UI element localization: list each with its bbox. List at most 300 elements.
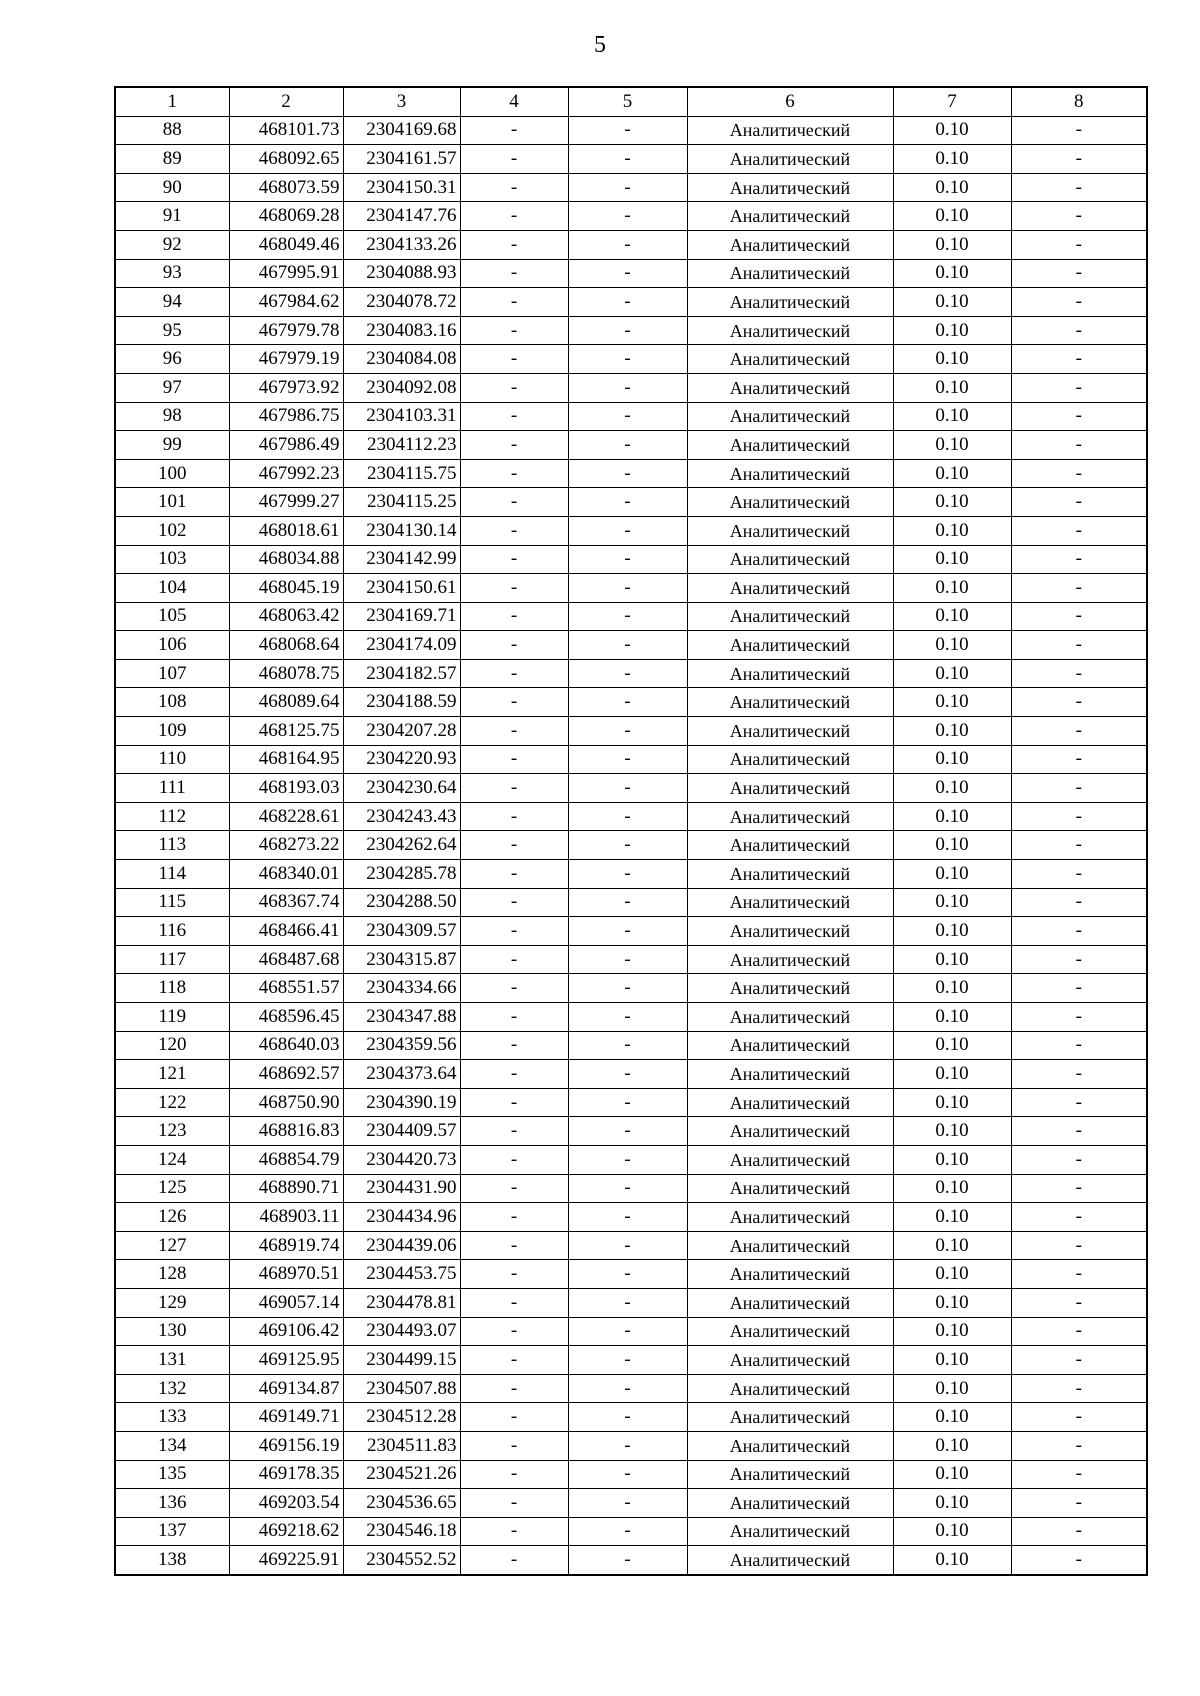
table-cell-col-1: 89 [115,145,229,174]
table-cell-col-5: - [568,659,687,688]
table-cell-col-3: 2304169.71 [343,602,460,631]
table-cell-col-3: 2304536.65 [343,1489,460,1518]
table-cell-col-7: 0.10 [893,888,1011,917]
table-cell-col-6: Аналитический [687,1031,893,1060]
table-cell-col-3: 2304334.66 [343,974,460,1003]
table-cell-col-7: 0.10 [893,917,1011,946]
table-cell-col-1: 91 [115,202,229,231]
table-cell-col-3: 2304409.57 [343,1117,460,1146]
table-cell-col-7: 0.10 [893,1231,1011,1260]
table-cell-col-8: - [1011,173,1147,202]
page-number: 5 [594,32,606,58]
table-cell-col-5: - [568,1088,687,1117]
table-row [115,1517,1147,1546]
table-cell-col-1: 99 [115,431,229,460]
table-cell-col-4: - [460,1546,568,1575]
table-cell-col-7: 0.10 [893,1403,1011,1432]
table-cell-col-4: - [460,1346,568,1375]
table-cell-col-4: - [460,1203,568,1232]
table-cell-col-6: Аналитический [687,1203,893,1232]
table-row [115,202,1147,231]
table-cell-col-7: 0.10 [893,631,1011,660]
table-cell-col-7: 0.10 [893,1031,1011,1060]
table-cell-col-6: Аналитический [687,145,893,174]
table-cell-col-8: - [1011,1374,1147,1403]
table-cell-col-8: - [1011,1517,1147,1546]
table-cell-col-1: 132 [115,1374,229,1403]
table-cell-col-6: Аналитический [687,1260,893,1289]
table-cell-col-1: 138 [115,1546,229,1575]
table-cell-col-2: 468692.57 [229,1060,343,1089]
table-row [115,774,1147,803]
table-cell-col-1: 117 [115,945,229,974]
table-cell-col-1: 118 [115,974,229,1003]
table-cell-col-8: - [1011,316,1147,345]
table-cell-col-1: 131 [115,1346,229,1375]
table-cell-col-6: Аналитический [687,1403,893,1432]
table-cell-col-6: Аналитический [687,659,893,688]
table-cell-col-1: 101 [115,488,229,517]
table-cell-col-6: Аналитический [687,1431,893,1460]
column-header-6: 6 [687,87,893,116]
table-cell-col-2: 468596.45 [229,1003,343,1032]
table-cell-col-1: 93 [115,259,229,288]
table-cell-col-7: 0.10 [893,116,1011,145]
table-cell-col-8: - [1011,1460,1147,1489]
table-cell-col-7: 0.10 [893,1003,1011,1032]
table-cell-col-4: - [460,1145,568,1174]
table-cell-col-2: 468340.01 [229,860,343,889]
table-cell-col-1: 127 [115,1231,229,1260]
table-cell-col-3: 2304243.43 [343,802,460,831]
table-cell-col-2: 468063.42 [229,602,343,631]
table-cell-col-5: - [568,1403,687,1432]
table-cell-col-2: 468551.57 [229,974,343,1003]
column-header-4: 4 [460,87,568,116]
column-header-3: 3 [343,87,460,116]
table-row [115,1460,1147,1489]
table-cell-col-2: 468089.64 [229,688,343,717]
table-cell-col-6: Аналитический [687,860,893,889]
table-row [115,373,1147,402]
table-cell-col-3: 2304103.31 [343,402,460,431]
table-row [115,974,1147,1003]
table-cell-col-6: Аналитический [687,917,893,946]
table-cell-col-4: - [460,1088,568,1117]
table-cell-col-3: 2304084.08 [343,345,460,374]
table-cell-col-5: - [568,373,687,402]
table-cell-col-1: 102 [115,516,229,545]
table-cell-col-5: - [568,631,687,660]
table-row [115,1260,1147,1289]
table-row [115,1060,1147,1089]
table-cell-col-3: 2304230.64 [343,774,460,803]
table-cell-col-6: Аналитический [687,1460,893,1489]
table-cell-col-2: 469218.62 [229,1517,343,1546]
table-cell-col-5: - [568,774,687,803]
table-cell-col-6: Аналитический [687,173,893,202]
table-cell-col-2: 468903.11 [229,1203,343,1232]
table-cell-col-7: 0.10 [893,1546,1011,1575]
table-row [115,1489,1147,1518]
table-cell-col-5: - [568,1145,687,1174]
table-cell-col-7: 0.10 [893,831,1011,860]
table-cell-col-4: - [460,574,568,603]
table-cell-col-1: 100 [115,459,229,488]
table-cell-col-8: - [1011,717,1147,746]
table-cell-col-4: - [460,1517,568,1546]
table-cell-col-5: - [568,402,687,431]
table-cell-col-2: 468228.61 [229,802,343,831]
table-cell-col-8: - [1011,345,1147,374]
table-cell-col-3: 2304088.93 [343,259,460,288]
table-cell-col-8: - [1011,917,1147,946]
table-cell-col-2: 468034.88 [229,545,343,574]
table-cell-col-5: - [568,1317,687,1346]
table-cell-col-3: 2304507.88 [343,1374,460,1403]
table-cell-col-5: - [568,1031,687,1060]
table-cell-col-8: - [1011,431,1147,460]
table-cell-col-1: 121 [115,1060,229,1089]
table-cell-col-6: Аналитический [687,1346,893,1375]
table-cell-col-6: Аналитический [687,688,893,717]
table-cell-col-7: 0.10 [893,1174,1011,1203]
table-cell-col-5: - [568,574,687,603]
table-row [115,1031,1147,1060]
table-row [115,1403,1147,1432]
table-cell-col-2: 468073.59 [229,173,343,202]
table-cell-col-3: 2304150.31 [343,173,460,202]
table-cell-col-5: - [568,1431,687,1460]
table-cell-col-6: Аналитический [687,1088,893,1117]
table-cell-col-4: - [460,1431,568,1460]
table-cell-col-7: 0.10 [893,860,1011,889]
table-row [115,917,1147,946]
column-header-8: 8 [1011,87,1147,116]
table-cell-col-7: 0.10 [893,516,1011,545]
table-cell-col-7: 0.10 [893,230,1011,259]
table-cell-col-4: - [460,1260,568,1289]
table-cell-col-6: Аналитический [687,1145,893,1174]
table-cell-col-3: 2304288.50 [343,888,460,917]
table-cell-col-1: 103 [115,545,229,574]
table-cell-col-2: 468125.75 [229,717,343,746]
table-cell-col-4: - [460,1060,568,1089]
table-cell-col-4: - [460,402,568,431]
table-row [115,1003,1147,1032]
table-cell-col-1: 96 [115,345,229,374]
table-cell-col-8: - [1011,1346,1147,1375]
table-cell-col-3: 2304182.57 [343,659,460,688]
table-cell-col-5: - [568,516,687,545]
table-cell-col-2: 468018.61 [229,516,343,545]
table-cell-col-7: 0.10 [893,402,1011,431]
table-cell-col-4: - [460,1489,568,1518]
table-cell-col-7: 0.10 [893,745,1011,774]
table-cell-col-1: 128 [115,1260,229,1289]
table-cell-col-5: - [568,173,687,202]
table-cell-col-1: 133 [115,1403,229,1432]
table-cell-col-1: 126 [115,1203,229,1232]
table-cell-col-8: - [1011,1117,1147,1146]
table-cell-col-6: Аналитический [687,945,893,974]
table-cell-col-1: 134 [115,1431,229,1460]
table-row [115,230,1147,259]
table-cell-col-8: - [1011,1003,1147,1032]
table-cell-col-3: 2304147.76 [343,202,460,231]
table-cell-col-8: - [1011,1060,1147,1089]
table-cell-col-1: 137 [115,1517,229,1546]
table-cell-col-5: - [568,1374,687,1403]
table-cell-col-8: - [1011,1260,1147,1289]
table-cell-col-5: - [568,1060,687,1089]
table-cell-col-5: - [568,1174,687,1203]
table-cell-col-6: Аналитический [687,574,893,603]
table-row [115,1231,1147,1260]
table-cell-col-3: 2304359.56 [343,1031,460,1060]
table-cell-col-3: 2304169.68 [343,116,460,145]
table-cell-col-3: 2304188.59 [343,688,460,717]
table-cell-col-2: 467979.78 [229,316,343,345]
table-cell-col-2: 468466.41 [229,917,343,946]
table-cell-col-8: - [1011,1088,1147,1117]
table-cell-col-2: 469178.35 [229,1460,343,1489]
table-cell-col-7: 0.10 [893,717,1011,746]
table-cell-col-6: Аналитический [687,545,893,574]
table-row [115,631,1147,660]
table-cell-col-8: - [1011,1431,1147,1460]
table-row [115,659,1147,688]
table-row [115,1145,1147,1174]
table-cell-col-8: - [1011,688,1147,717]
table-cell-col-8: - [1011,860,1147,889]
table-cell-col-7: 0.10 [893,316,1011,345]
table-cell-col-7: 0.10 [893,145,1011,174]
table-cell-col-3: 2304112.23 [343,431,460,460]
table-cell-col-4: - [460,345,568,374]
table-cell-col-7: 0.10 [893,1288,1011,1317]
table-cell-col-2: 468078.75 [229,659,343,688]
table-cell-col-4: - [460,888,568,917]
table-cell-col-5: - [568,1260,687,1289]
table-cell-col-5: - [568,116,687,145]
table-cell-col-8: - [1011,1031,1147,1060]
column-header-1: 1 [115,87,229,116]
table-cell-col-6: Аналитический [687,631,893,660]
table-cell-col-1: 90 [115,173,229,202]
table-cell-col-2: 467986.49 [229,431,343,460]
table-cell-col-3: 2304390.19 [343,1088,460,1117]
table-row [115,488,1147,517]
table-cell-col-2: 468092.65 [229,145,343,174]
table-cell-col-2: 468919.74 [229,1231,343,1260]
table-cell-col-7: 0.10 [893,574,1011,603]
table-cell-col-4: - [460,202,568,231]
table-cell-col-4: - [460,945,568,974]
table-cell-col-8: - [1011,145,1147,174]
table-cell-col-5: - [568,431,687,460]
table-cell-col-7: 0.10 [893,459,1011,488]
table-cell-col-3: 2304373.64 [343,1060,460,1089]
table-cell-col-4: - [460,1317,568,1346]
table-cell-col-8: - [1011,259,1147,288]
table-cell-col-4: - [460,745,568,774]
table-cell-col-7: 0.10 [893,545,1011,574]
table-cell-col-2: 467986.75 [229,402,343,431]
table-cell-col-8: - [1011,1174,1147,1203]
table-cell-col-3: 2304309.57 [343,917,460,946]
table-cell-col-4: - [460,917,568,946]
table-cell-col-4: - [460,1231,568,1260]
table-body [115,116,1147,1575]
table-cell-col-2: 468068.64 [229,631,343,660]
table-cell-col-4: - [460,1460,568,1489]
table-cell-col-8: - [1011,802,1147,831]
table-cell-col-7: 0.10 [893,1260,1011,1289]
table-cell-col-8: - [1011,545,1147,574]
table-cell-col-2: 468816.83 [229,1117,343,1146]
table-cell-col-8: - [1011,574,1147,603]
table-cell-col-7: 0.10 [893,488,1011,517]
table-cell-col-1: 115 [115,888,229,917]
table-row [115,1317,1147,1346]
table-cell-col-3: 2304133.26 [343,230,460,259]
table-cell-col-4: - [460,1288,568,1317]
table-cell-col-2: 468045.19 [229,574,343,603]
table-cell-col-2: 468049.46 [229,230,343,259]
table-cell-col-8: - [1011,116,1147,145]
table-cell-col-5: - [568,1203,687,1232]
table-cell-col-3: 2304521.26 [343,1460,460,1489]
table-cell-col-4: - [460,860,568,889]
table-cell-col-5: - [568,259,687,288]
table-cell-col-6: Аналитический [687,888,893,917]
table-cell-col-5: - [568,717,687,746]
table-cell-col-8: - [1011,659,1147,688]
table-cell-col-8: - [1011,1489,1147,1518]
column-header-7: 7 [893,87,1011,116]
table-cell-col-2: 469203.54 [229,1489,343,1518]
table-cell-col-4: - [460,488,568,517]
table-cell-col-2: 469225.91 [229,1546,343,1575]
table-cell-col-6: Аналитический [687,1174,893,1203]
table-cell-col-8: - [1011,831,1147,860]
table-cell-col-6: Аналитический [687,831,893,860]
table-row [115,345,1147,374]
table-cell-col-4: - [460,1374,568,1403]
table-cell-col-4: - [460,717,568,746]
table-cell-col-6: Аналитический [687,774,893,803]
table-cell-col-4: - [460,659,568,688]
table-cell-col-3: 2304115.75 [343,459,460,488]
table-cell-col-8: - [1011,1231,1147,1260]
table-cell-col-4: - [460,831,568,860]
table-cell-col-2: 467995.91 [229,259,343,288]
table-cell-col-3: 2304083.16 [343,316,460,345]
table-cell-col-1: 88 [115,116,229,145]
table-cell-col-4: - [460,431,568,460]
table-cell-col-8: - [1011,774,1147,803]
table-cell-col-7: 0.10 [893,202,1011,231]
table-row [115,459,1147,488]
table-cell-col-1: 129 [115,1288,229,1317]
table-row [115,688,1147,717]
table-cell-col-3: 2304512.28 [343,1403,460,1432]
table-cell-col-4: - [460,974,568,1003]
table-cell-col-5: - [568,145,687,174]
table-row [115,717,1147,746]
table-cell-col-5: - [568,1003,687,1032]
table-cell-col-1: 94 [115,288,229,317]
table-cell-col-5: - [568,202,687,231]
table-cell-col-2: 469125.95 [229,1346,343,1375]
table-cell-col-3: 2304174.09 [343,631,460,660]
table-cell-col-7: 0.10 [893,1517,1011,1546]
table-cell-col-4: - [460,688,568,717]
table-cell-col-6: Аналитический [687,488,893,517]
table-cell-col-1: 109 [115,717,229,746]
table-cell-col-6: Аналитический [687,230,893,259]
table-cell-col-7: 0.10 [893,373,1011,402]
table-cell-col-1: 120 [115,1031,229,1060]
table-cell-col-8: - [1011,373,1147,402]
table-cell-col-6: Аналитический [687,1117,893,1146]
table-cell-col-6: Аналитический [687,1003,893,1032]
header-row [115,87,1147,116]
table-cell-col-3: 2304285.78 [343,860,460,889]
table-cell-col-8: - [1011,516,1147,545]
table-row [115,1431,1147,1460]
table-cell-col-1: 107 [115,659,229,688]
table-cell-col-8: - [1011,488,1147,517]
table-cell-col-7: 0.10 [893,1431,1011,1460]
table-row [115,802,1147,831]
table-cell-col-4: - [460,1003,568,1032]
table-cell-col-4: - [460,116,568,145]
table-cell-col-1: 105 [115,602,229,631]
table-cell-col-7: 0.10 [893,1346,1011,1375]
table-cell-col-7: 0.10 [893,602,1011,631]
table-cell-col-8: - [1011,202,1147,231]
table-cell-col-3: 2304431.90 [343,1174,460,1203]
table-cell-col-5: - [568,860,687,889]
table-cell-col-1: 113 [115,831,229,860]
table-cell-col-4: - [460,459,568,488]
table-cell-col-6: Аналитический [687,1546,893,1575]
table-row [115,316,1147,345]
table-cell-col-3: 2304434.96 [343,1203,460,1232]
table-cell-col-2: 468854.79 [229,1145,343,1174]
table-cell-col-7: 0.10 [893,259,1011,288]
table-row [115,888,1147,917]
table-row [115,116,1147,145]
table-cell-col-8: - [1011,974,1147,1003]
table-row [115,831,1147,860]
table-cell-col-2: 469134.87 [229,1374,343,1403]
table-cell-col-3: 2304207.28 [343,717,460,746]
table-cell-col-3: 2304420.73 [343,1145,460,1174]
table-row [115,945,1147,974]
table-cell-col-6: Аналитический [687,516,893,545]
table-cell-col-7: 0.10 [893,974,1011,1003]
table-row [115,1546,1147,1575]
table-cell-col-4: - [460,1031,568,1060]
table-cell-col-2: 467979.19 [229,345,343,374]
table-cell-col-7: 0.10 [893,945,1011,974]
table-cell-col-6: Аналитический [687,116,893,145]
table-cell-col-4: - [460,802,568,831]
table-cell-col-1: 106 [115,631,229,660]
